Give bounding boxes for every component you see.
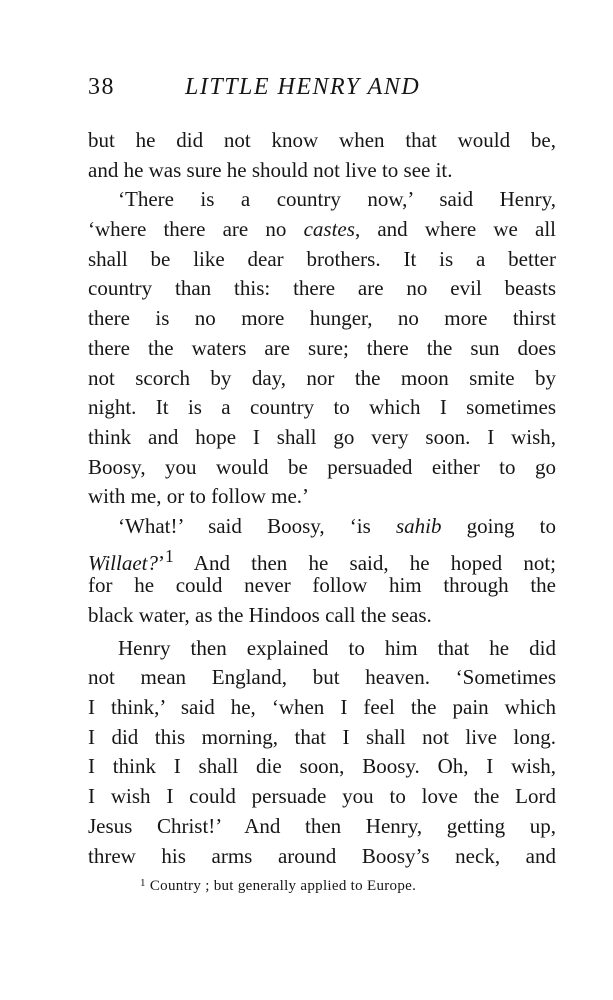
text-line: black water, as the Hindoos call the seas.	[88, 603, 432, 627]
text-line: and he was sure he should not live to see it.	[88, 157, 453, 182]
text-line: ‘What!’ said Boosy, ‘is sahib going to	[118, 513, 556, 538]
text-line: with me, or to follow me.’	[88, 484, 310, 509]
footnote	[140, 877, 416, 895]
text-line: threw his arms around Boosy’s neck, and	[88, 843, 556, 868]
text-line: not mean England, but heaven. ‘Sometimes	[88, 665, 556, 690]
text-line: I think,’ said he, ‘when I feel the pain which	[88, 695, 556, 720]
text-line: shall be like dear brothers. It is a better	[88, 246, 556, 271]
text-line: ‘where there are no castes, and where we all	[88, 217, 556, 242]
text-line: country than this: there are no evil beasts	[88, 276, 556, 301]
text-line: Jesus Christ!’ And then Henry, getting up,	[88, 813, 556, 838]
body-text	[88, 126, 556, 871]
footnote-marker: 1	[140, 877, 146, 889]
running-head	[88, 74, 556, 106]
text-line: I did this morning, that I shall not live long.	[88, 724, 556, 749]
running-title: LITTLE HENRY AND	[185, 74, 421, 100]
text-line: Boosy, you would be persuaded either to go	[88, 454, 556, 479]
text-line: for he could never follow him through the	[88, 573, 556, 598]
text-line: night. It is a country to which I sometimes	[88, 395, 556, 420]
text-line: there the waters are sure; there the sun does	[88, 335, 556, 360]
text-line: Willaet?’$^1$ And then he said, he hoped not;	[88, 545, 556, 575]
text-line: but he did not know when that would be,	[88, 128, 556, 152]
footnote-text: Country ; but generally applied to Europe.	[149, 878, 417, 894]
text-line: not scorch by day, nor the moon smite by	[88, 365, 556, 390]
text-line: I wish I could persuade you to love the Lord	[88, 784, 556, 809]
text-line: think and hope I shall go very soon. I wish,	[88, 424, 556, 449]
text-line: ‘There is a country now,’ said Henry,	[118, 187, 556, 212]
text-line: there is no more hunger, no more thirst	[88, 306, 556, 331]
page-number: 38	[88, 74, 115, 100]
text-line: Henry then explained to him that he did	[118, 635, 556, 660]
text-line: I think I shall die soon, Boosy. Oh, I wish,	[88, 754, 556, 779]
